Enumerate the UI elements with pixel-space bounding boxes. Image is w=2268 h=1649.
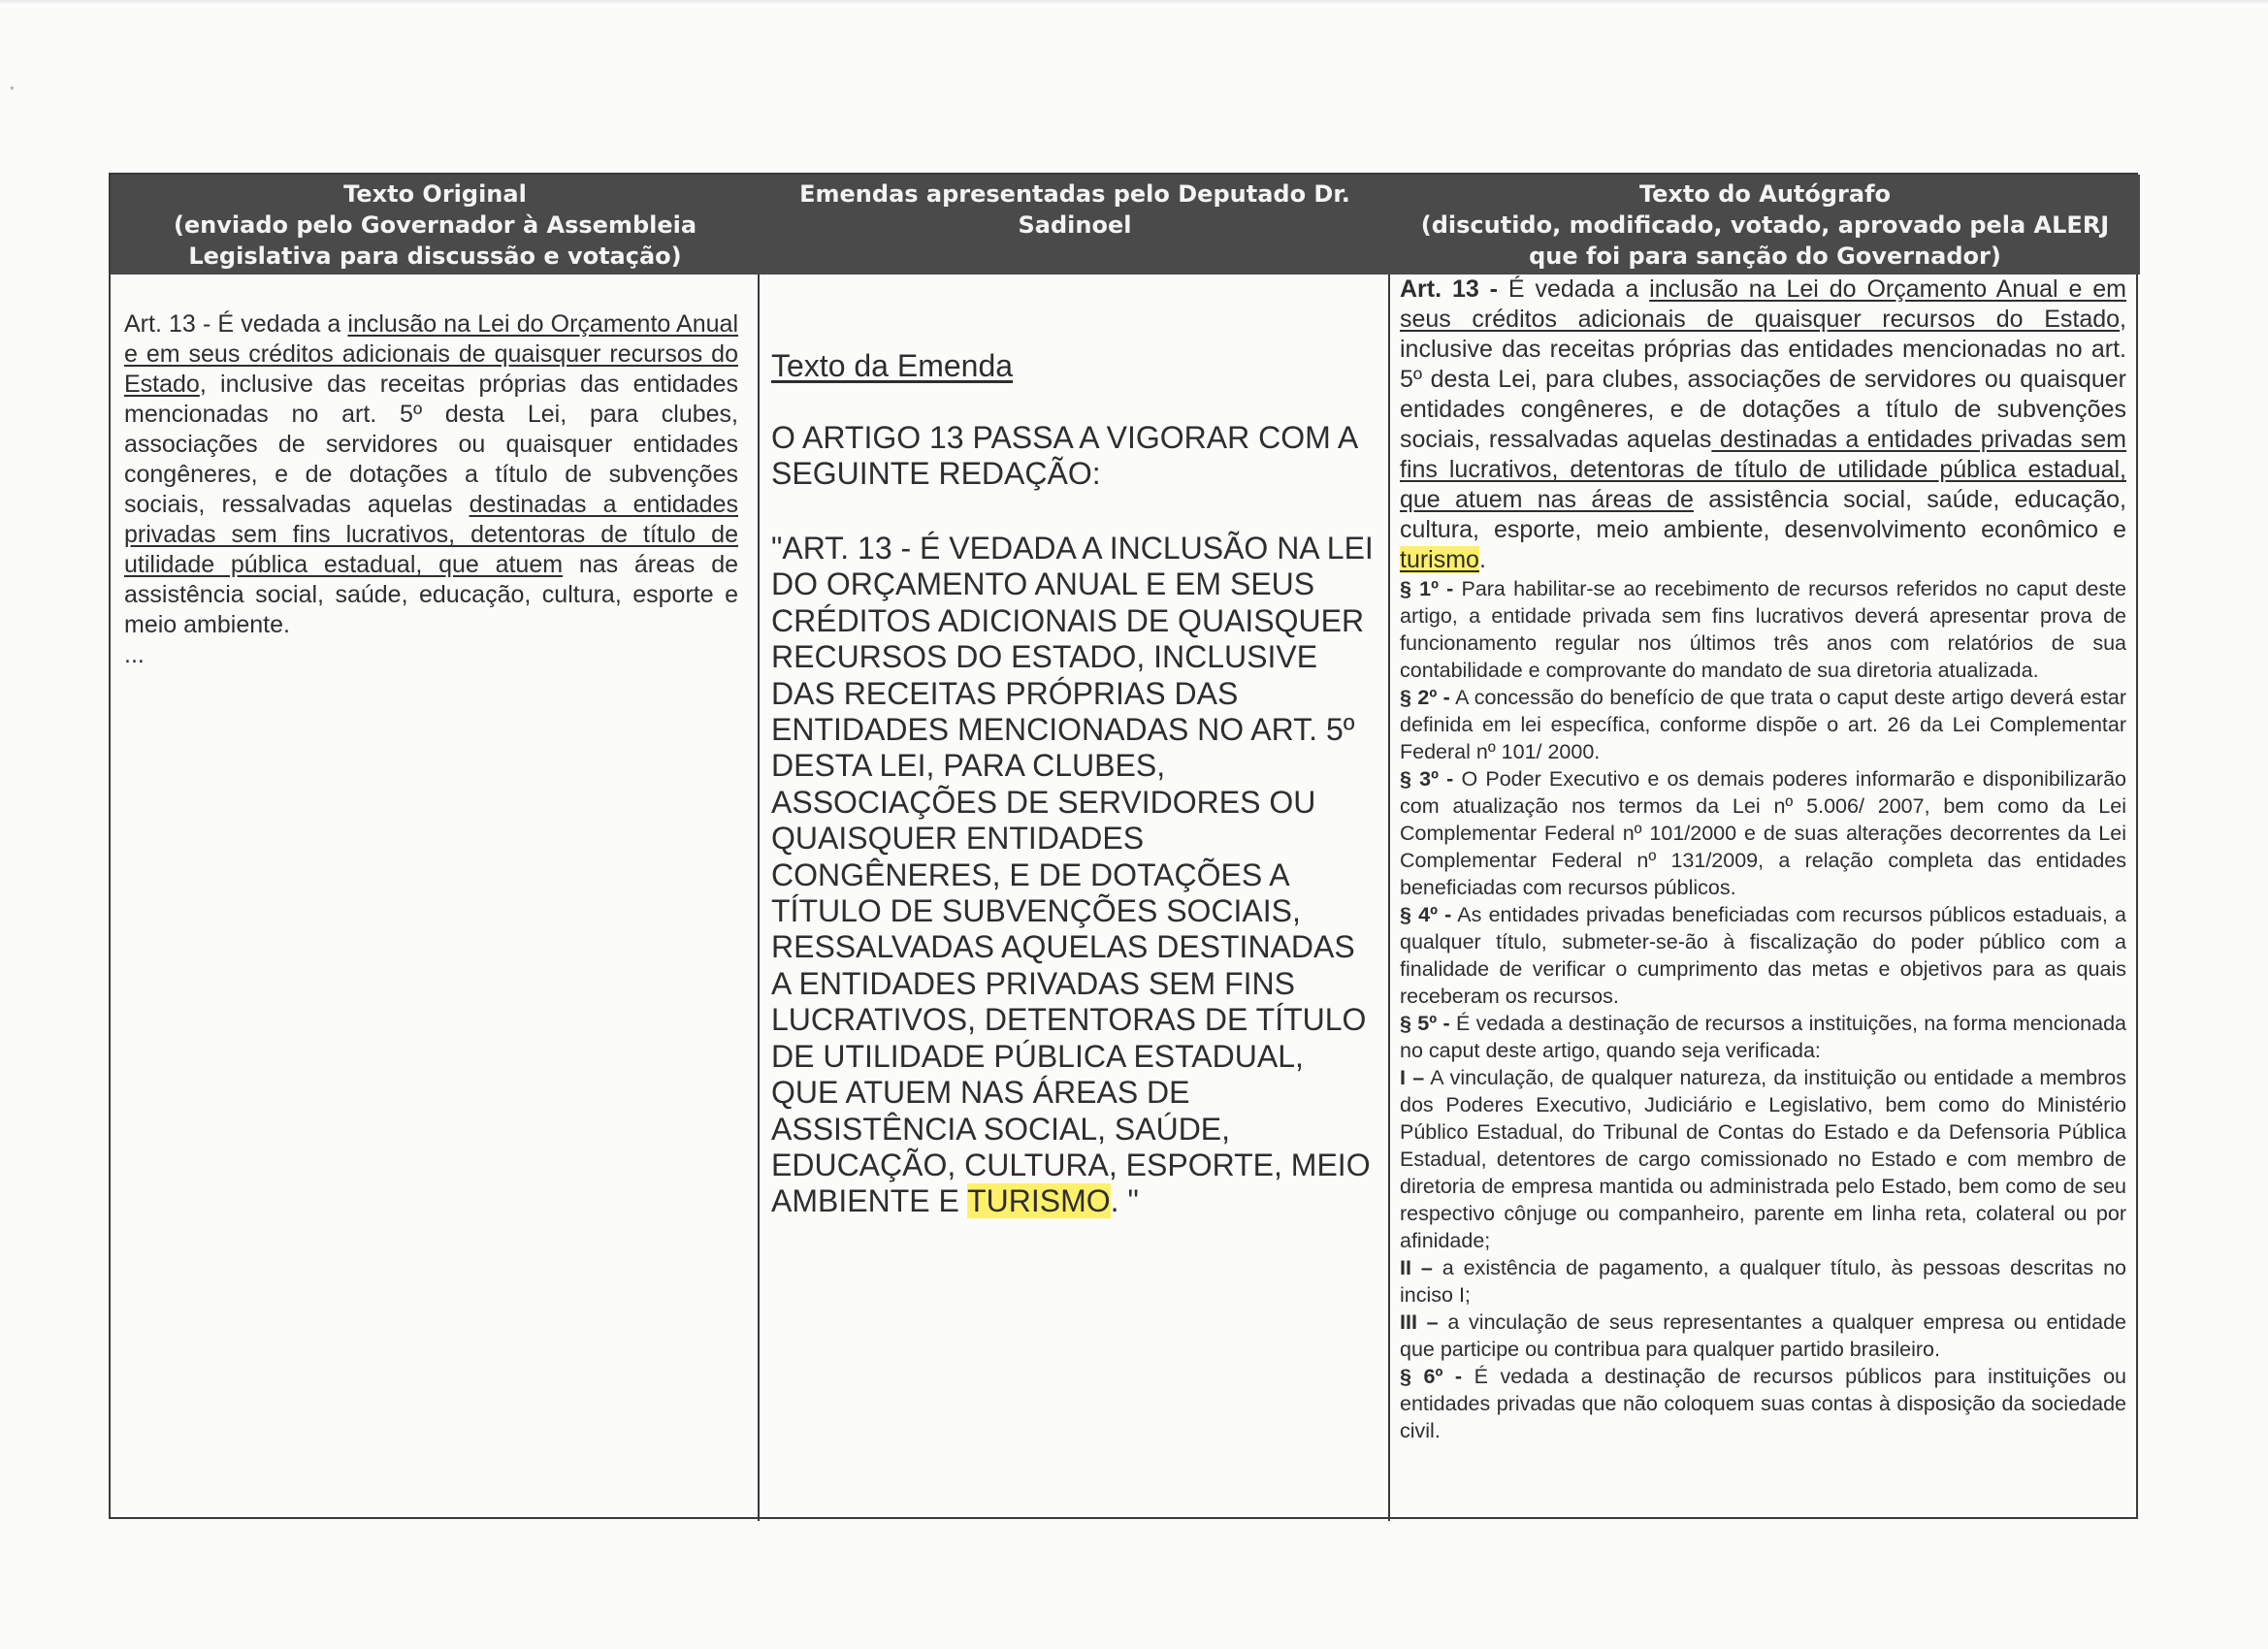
inciso-text: a vinculação de seus representantes a qualquer empresa ou entidade que participe ou contribua para qualquer partido brasileiro. <box>1400 1310 2126 1361</box>
art-label: Art. 13 - <box>1400 275 1498 303</box>
original-text: , inclusive das receitas próprias das entidades mencionadas no art. 5º desta Lei, para clubes, associações de servidores ou quaisquer entidades congêneres, e de dotações a título de subvenções sociais, ressalvadas aquelas <box>124 371 738 518</box>
cell-emenda <box>760 275 1390 1521</box>
paragrafo-text: O Poder Executivo e os demais poderes informarão e disponibilizarão com atualização nos termos da Lei nº 5.006/ 2007, bem como da Lei Complementar Federal nº 101/2000 e de suas alterações decorrentes da Lei Complementar Federal nº 131/2009, a relação completa das entidades beneficiadas com recursos públicos. <box>1400 767 2127 899</box>
original-text: nas áreas de assistência social, saúde, educação, cultura, esporte e meio ambiente. <box>124 551 738 638</box>
paragrafo-label: § 3º - <box>1400 767 1454 791</box>
emenda-body <box>771 531 1375 1220</box>
paragrafo-text: É vedada a destinação de recursos públicos para instituições ou entidades privadas que não coloquem suas contas à disposição da sociedade civil. <box>1400 1365 2126 1442</box>
autografo-text: , inclusive das receitas próprias das entidades mencionadas no art. 5º desta Lei, para clubes, associações de servidores ou quaisquer entidades congêneres, e de dotações a título de subvenções sociais, ressalvadas aquelas <box>1400 306 2126 453</box>
header-line: Texto Original <box>343 180 527 208</box>
cell-texto-original <box>111 275 760 1521</box>
emenda-intro: O ARTIGO 13 PASSA A VIGORAR COM A SEGUINTE REDAÇÃO: <box>771 420 1357 491</box>
autografo-text: assistência social, saúde, educação, cultura, esporte, meio ambiente, desenvolvimento econômico e <box>1400 486 2126 543</box>
original-ellipsis: ... <box>124 641 145 668</box>
paragrafo-2 <box>1400 684 2126 765</box>
cell-texto-autografo <box>1390 275 2140 1521</box>
header-line: que foi para sanção do Governador) <box>1529 242 2001 270</box>
page-edge <box>0 0 2268 4</box>
inciso-2 <box>1400 1254 2126 1309</box>
header-emendas <box>760 175 1390 275</box>
header-line: Texto do Autógrafo <box>1638 180 1892 208</box>
autografo-art13 <box>1400 275 2126 575</box>
paragrafo-text: A concessão do benefício de que trata o caput deste artigo deverá estar definida em lei específica, conforme dispõe o art. 26 da Lei Complementar Federal nº 101/ 2000. <box>1400 686 2126 763</box>
paragrafo-label: § 1º - <box>1400 577 1454 600</box>
original-underlined-text: destinadas a entidades privadas sem fins lucrativos, detentoras de título de utilidade pública estadual, que atuem <box>124 491 738 578</box>
paragrafo-text: Para habilitar-se ao recebimento de recursos referidos no caput deste artigo, a entidade privada sem fins lucrativos deverá apresentar prova de funcionamento regular nos últimos três anos com relatórios de sua contabilidade e comprovante do mandato de sua diretoria atualizada. <box>1400 577 2126 682</box>
inciso-label: III – <box>1400 1310 1439 1334</box>
emenda-body-end: . " <box>1110 1183 1139 1219</box>
paragrafo-text: As entidades privadas beneficiadas com recursos públicos estaduais, a qualquer título, submeter-se-ão à fiscalização do poder público com a finalidade de verificar o cumprimento das metas e objetivos para as quais receberam os recursos. <box>1400 903 2126 1008</box>
paragrafo-3 <box>1400 765 2126 901</box>
inciso-text: A vinculação, de qualquer natureza, da instituição ou entidade a membros dos Poderes Executivo, Judiciário e Legislativo, bem como do Ministério Público Estadual, do Tribunal de Contas do Estado e da Defensoria Pública Estadual, detentores de cargo comissionado no Estado e com membro de diretoria de empresa mantida ou administrada pelo Estado, bem como de seu respectivo cônjuge ou companheiro, parente em linha reta, colateral ou por afinidade; <box>1400 1066 2126 1252</box>
scan-speck: * <box>10 83 15 97</box>
paragrafo-6 <box>1400 1363 2126 1444</box>
autografo-text: É vedada a <box>1497 275 1650 303</box>
comparison-table <box>109 173 2138 1519</box>
inciso-1 <box>1400 1064 2126 1254</box>
paragrafo-1 <box>1400 575 2126 684</box>
paragrafo-4 <box>1400 901 2126 1010</box>
autografo-underlined-text: inclusão na Lei do Orçamento Anual e em seus créditos adicionais de quaisquer recursos do Estado <box>1400 275 2126 333</box>
paragrafo-label: § 4º - <box>1400 903 1452 926</box>
original-text: Art. 13 - É vedada a <box>124 310 348 338</box>
emenda-highlight-turismo: TURISMO <box>967 1183 1111 1219</box>
paragrafo-label: § 2º - <box>1400 686 1450 709</box>
header-texto-autografo <box>1390 175 2140 275</box>
autografo-underlined-text: destinadas a entidades privadas sem fins lucrativos, detentoras de título de utilidade pública estadual, que atuem nas áreas de <box>1400 426 2126 513</box>
autografo-highlight-turismo: turismo <box>1400 546 1479 573</box>
paragrafo-label: § 6º - <box>1400 1365 1463 1388</box>
paragrafo-label: § 5º - <box>1400 1012 1450 1035</box>
original-underlined-text: inclusão na Lei do Orçamento Anual e em seus créditos adicionais de quaisquer recursos do Estado <box>124 310 739 398</box>
paragrafo-5 <box>1400 1010 2126 1064</box>
inciso-label: II – <box>1400 1256 1433 1279</box>
emenda-title: Texto da Emenda <box>771 348 1014 383</box>
header-line: (enviado pelo Governador à Assembleia <box>173 211 697 239</box>
inciso-3 <box>1400 1309 2126 1363</box>
inciso-label: I – <box>1400 1066 1425 1089</box>
header-line: (discutido, modificado, votado, aprovado pela ALERJ <box>1420 211 2110 239</box>
header-line: Emendas apresentadas pelo Deputado Dr. <box>799 180 1350 208</box>
header-texto-original <box>111 175 760 275</box>
header-line: Legislativa para discussão e votação) <box>188 242 682 270</box>
inciso-text: a existência de pagamento, a qualquer título, às pessoas descritas no inciso I; <box>1400 1256 2126 1307</box>
emenda-body-text: "ART. 13 - É VEDADA A INCLUSÃO NA LEI DO ORÇAMENTO ANUAL E EM SEUS CRÉDITOS ADICIONAIS DE QUAISQUER RECURSOS DO ESTADO, INCLUSIVE DAS RECEITAS PRÓPRIAS DAS ENTIDADES MENCIONADAS NO ART. 5º DESTA LEI, PARA CLUBES, ASSOCIAÇÕES DE SERVIDORES OU QUAISQUER ENTIDADES CONGÊNERES, E DE DOTAÇÕES A TÍTULO DE SUBVENÇÕES SOCIAIS, RESSALVADAS AQUELAS DESTINADAS A ENTIDADES PRIVADAS SEM FINS LUCRATIVOS, DETENTORAS DE TÍTULO DE UTILIDADE PÚBLICA ESTADUAL, QUE ATUEM NAS ÁREAS DE ASSISTÊNCIA SOCIAL, SAÚDE, EDUCAÇÃO, CULTURA, ESPORTE, MEIO AMBIENTE E <box>771 531 1374 1219</box>
paragrafo-text: É vedada a destinação de recursos a instituições, na forma mencionada no caput deste artigo, quando seja verificada: <box>1400 1012 2127 1062</box>
autografo-text: . <box>1478 546 1486 573</box>
header-line: Sadinoel <box>1018 211 1132 239</box>
